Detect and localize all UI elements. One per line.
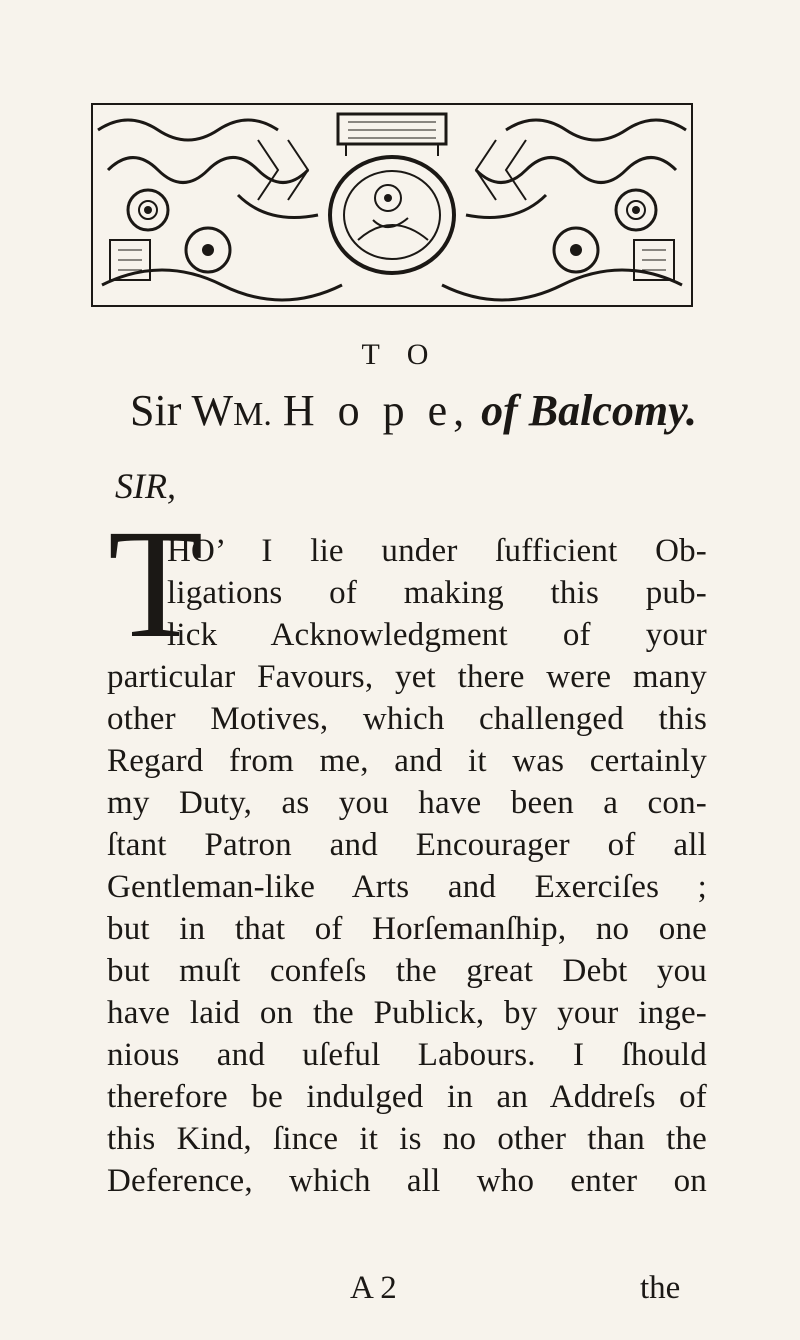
addressee-surname: H o p e, [282, 386, 471, 435]
text-line: other Motives, which challenged this [107, 701, 707, 737]
addressee-name: Sir W [130, 386, 234, 435]
text-line: Deference, which all who enter on [107, 1163, 707, 1199]
text-line: my Duty, as you have been a con- [107, 785, 707, 821]
text-line: Regard from me, and it was certainly [107, 743, 707, 779]
drop-capital: T [108, 497, 204, 670]
addressee-name-smallcaps: M. [233, 396, 272, 433]
text-line: ligations of making this pub- [167, 575, 707, 611]
text-line: but muſt confeſs the great Debt you [107, 953, 707, 989]
to-heading: T O [361, 338, 439, 371]
text-line: but in that of Horſemanſhip, no one [107, 911, 707, 947]
salutation: SIR, [115, 466, 176, 506]
signature-mark: A 2 [350, 1270, 397, 1306]
text-line: Gentleman-like Arts and Exerciſes ; [107, 869, 707, 905]
addressee-place: of Balcomy. [481, 386, 698, 435]
text-line: lick Acknowledgment of your [167, 617, 707, 653]
text-line: therefore be indulged in an Addreſs of [107, 1079, 707, 1115]
text-line: ſtant Patron and Encourager of all [107, 827, 707, 863]
dedication-text [107, 530, 707, 1202]
addressee-heading [130, 385, 730, 436]
ornamental-headpiece [88, 100, 696, 310]
catchword: the [640, 1270, 681, 1306]
text-line: particular Favours, yet there were many [107, 659, 707, 695]
text-line: HO’ I lie under ſufficient Ob- [167, 533, 707, 569]
text-line: have laid on the Publick, by your inge- [107, 995, 707, 1031]
text-line: nious and uſeful Labours. I ſhould [107, 1037, 707, 1073]
text-line: this Kind, ſince it is no other than the [107, 1121, 707, 1157]
